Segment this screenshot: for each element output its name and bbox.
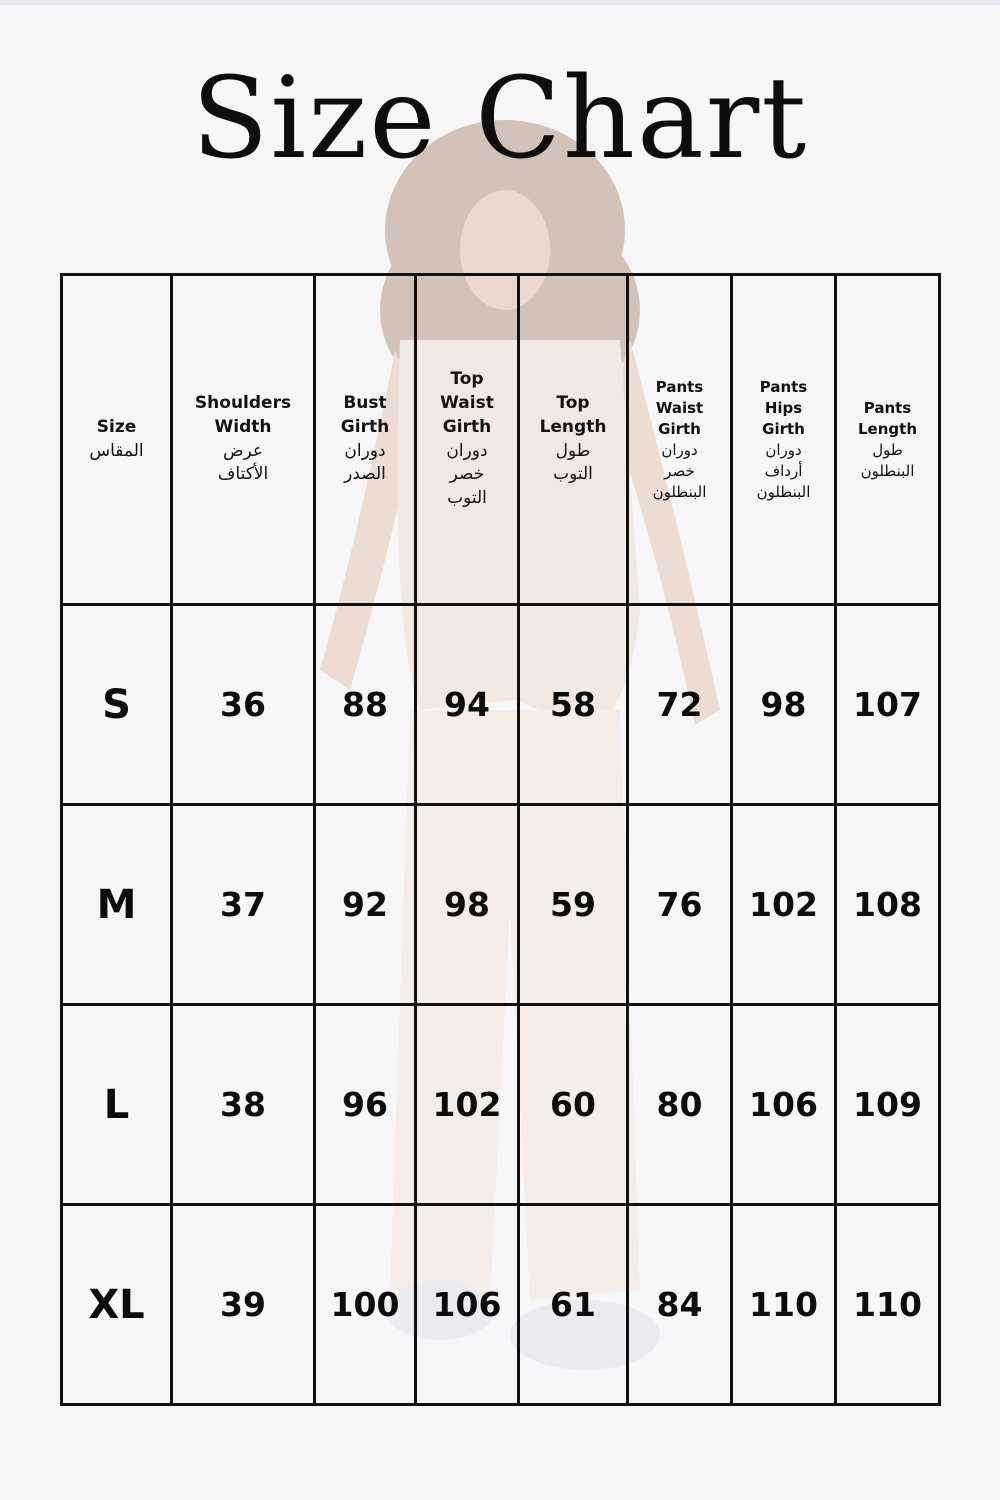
header-shoulders-width: Shoulders Width عرض الأكتاف bbox=[172, 275, 315, 605]
value-cell: 96 bbox=[315, 1005, 416, 1205]
value-cell: 108 bbox=[836, 805, 940, 1005]
size-cell: L bbox=[62, 1005, 172, 1205]
value-cell: 72 bbox=[628, 605, 732, 805]
header-size: Size المقاس bbox=[62, 275, 172, 605]
value-cell: 39 bbox=[172, 1205, 315, 1405]
value-cell: 61 bbox=[519, 1205, 628, 1405]
table-row bbox=[62, 805, 940, 1005]
value-cell: 102 bbox=[416, 1005, 519, 1205]
value-cell: 107 bbox=[836, 605, 940, 805]
size-chart-table bbox=[60, 273, 941, 1406]
value-cell: 94 bbox=[416, 605, 519, 805]
value-cell: 110 bbox=[732, 1205, 836, 1405]
header-bust-girth: Bust Girth دوران الصدر bbox=[315, 275, 416, 605]
value-cell: 76 bbox=[628, 805, 732, 1005]
size-cell: S bbox=[62, 605, 172, 805]
value-cell: 92 bbox=[315, 805, 416, 1005]
value-cell: 102 bbox=[732, 805, 836, 1005]
table-row bbox=[62, 1005, 940, 1205]
header-top-waist-girth: Top Waist Girth دوران خصر التوب bbox=[416, 275, 519, 605]
value-cell: 37 bbox=[172, 805, 315, 1005]
value-cell: 60 bbox=[519, 1005, 628, 1205]
size-cell: M bbox=[62, 805, 172, 1005]
value-cell: 109 bbox=[836, 1005, 940, 1205]
header-row bbox=[62, 275, 940, 605]
value-cell: 106 bbox=[732, 1005, 836, 1205]
value-cell: 80 bbox=[628, 1005, 732, 1205]
value-cell: 110 bbox=[836, 1205, 940, 1405]
header-pants-hips-girth: Pants Hips Girth دوران أرداف البنطلون bbox=[732, 275, 836, 605]
header-pants-waist-girth: Pants Waist Girth دوران خصر البنطلون bbox=[628, 275, 732, 605]
size-cell: XL bbox=[62, 1205, 172, 1405]
page-title: Size Chart bbox=[191, 54, 809, 184]
value-cell: 84 bbox=[628, 1205, 732, 1405]
value-cell: 106 bbox=[416, 1205, 519, 1405]
header-pants-length: Pants Length طول البنطلون bbox=[836, 275, 940, 605]
value-cell: 58 bbox=[519, 605, 628, 805]
table-row bbox=[62, 1205, 940, 1405]
table-row bbox=[62, 605, 940, 805]
header-top-length: Top Length طول التوب bbox=[519, 275, 628, 605]
value-cell: 98 bbox=[416, 805, 519, 1005]
value-cell: 36 bbox=[172, 605, 315, 805]
value-cell: 98 bbox=[732, 605, 836, 805]
value-cell: 100 bbox=[315, 1205, 416, 1405]
value-cell: 59 bbox=[519, 805, 628, 1005]
value-cell: 38 bbox=[172, 1005, 315, 1205]
top-strip bbox=[0, 0, 1000, 5]
value-cell: 88 bbox=[315, 605, 416, 805]
